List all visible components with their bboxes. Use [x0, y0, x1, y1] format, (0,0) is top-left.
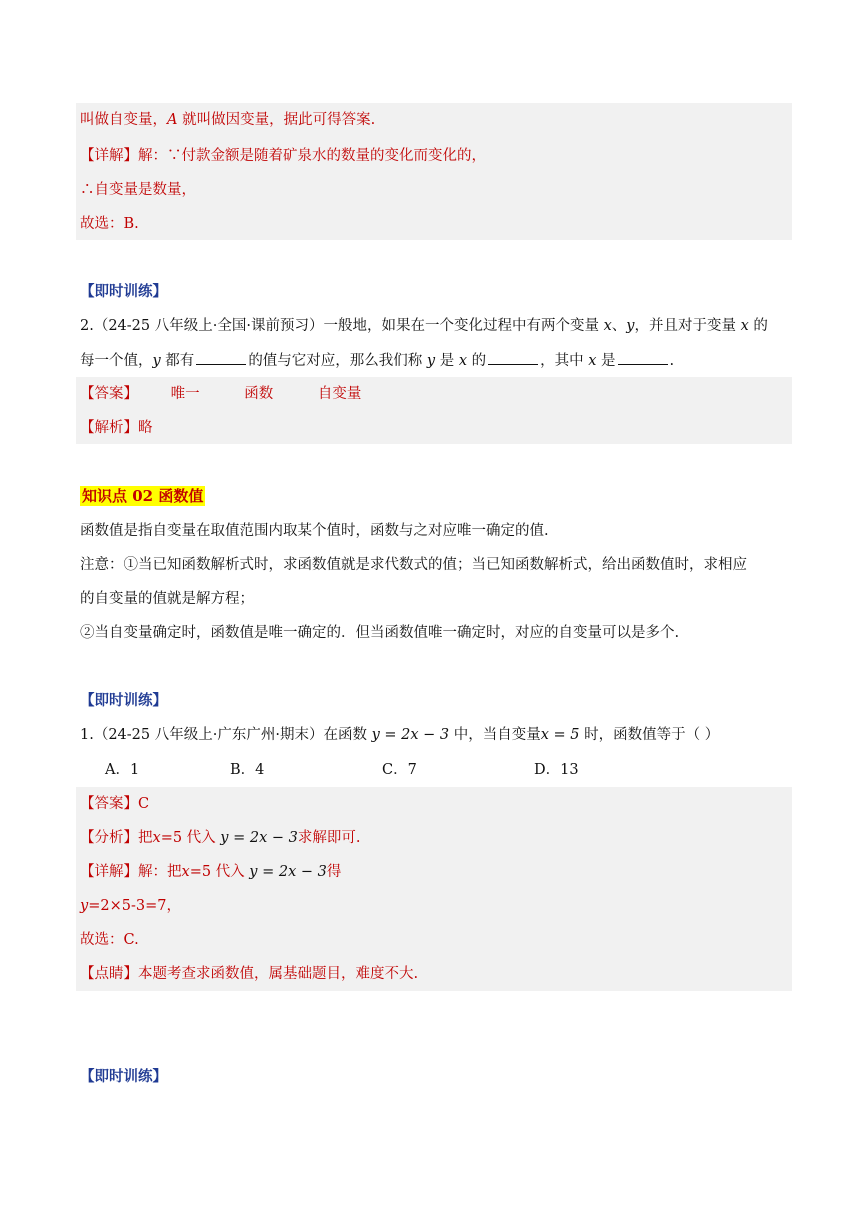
text: 、: [611, 318, 627, 334]
detail-tag: 【详解】: [80, 864, 138, 880]
q1-calc-line: [80, 896, 181, 916]
text: 是: [435, 353, 455, 369]
text: 每一个值，: [80, 353, 153, 369]
text: 叫做自变量，: [80, 112, 167, 128]
var: x: [603, 318, 612, 334]
q1-answer-line: [80, 794, 149, 814]
text: 就叫做因变量，据此可得答案.: [177, 112, 376, 128]
question-1-line: [80, 725, 719, 745]
var: y: [80, 898, 89, 914]
text: 2.（24-25 八年级上·全国·课前预习）一般地，如果在一个变化过程中有两个变量: [80, 318, 599, 334]
text: 的值与它对应，那么我们称: [248, 353, 423, 369]
detail-line: [80, 146, 486, 166]
blank-2[interactable]: [488, 350, 538, 365]
section-header-training-1: 【即时训练】: [80, 283, 167, 300]
var: x: [152, 830, 161, 846]
kp-paragraph-4: ②当自变量确定时，函数值是唯一确定的．但当函数值唯一确定时，对应的自变量可以是多个.: [80, 625, 680, 641]
text: 解：把: [138, 864, 182, 880]
analysis-line: [80, 110, 375, 130]
section-header-training-3: 【即时训练】: [80, 1068, 167, 1085]
q1-analysis-line: [80, 828, 360, 848]
answer-1: 唯一: [170, 386, 200, 402]
text: ，并且对于变量: [634, 318, 736, 334]
var: x: [740, 318, 749, 334]
var: x: [458, 353, 468, 369]
text: 把: [138, 830, 153, 846]
var: x: [181, 864, 190, 880]
text: 本题考查求函数值，属基础题目，难度不大.: [138, 966, 419, 982]
var: y: [626, 318, 635, 334]
text: 中，当自变量: [449, 727, 541, 743]
var: A: [167, 112, 178, 128]
var: x: [588, 353, 597, 369]
analysis-tag: 【分析】: [80, 830, 138, 846]
text: 得: [326, 864, 342, 880]
blank-3[interactable]: [618, 350, 668, 365]
text: 略: [138, 420, 153, 436]
answer-tag: 【答案】: [80, 796, 138, 812]
answer-value: C: [138, 796, 150, 812]
q1-comment-line: [80, 964, 418, 984]
option-d[interactable]: D．13: [534, 762, 579, 778]
detail-tag: 【详解】: [80, 148, 138, 164]
option-c[interactable]: C．7: [382, 762, 417, 778]
var: y: [152, 353, 161, 369]
text: ，其中: [540, 353, 584, 369]
choice-line: 故选：B.: [80, 216, 139, 232]
text: =2×5-3=7，: [88, 898, 181, 914]
answer-tag: 【答案】: [80, 386, 138, 402]
text: .: [669, 353, 675, 369]
text: 求解即可.: [297, 830, 361, 846]
text: 时，函数值等于（ ）: [579, 727, 720, 743]
answer-3: 自变量: [317, 386, 362, 402]
condition: x = 5: [540, 727, 580, 743]
kp-paragraph-1: 函数值是指自变量在取值范围内取某个值时，函数与之对应唯一确定的值.: [80, 523, 549, 539]
comment-tag: 【点睛】: [80, 966, 138, 982]
knowledge-point-title: [80, 486, 205, 507]
text: 的: [748, 318, 768, 334]
question-2-line-1: [80, 316, 768, 336]
answer-box-1: [76, 787, 792, 991]
var: y: [426, 353, 436, 369]
text: 解：∵付款金额是随着矿泉水的数量的变化而变化的，: [138, 148, 486, 164]
option-a[interactable]: A．1: [105, 762, 140, 778]
question-2-line-2: [80, 350, 674, 371]
text: 1.（24-25 八年级上·广东广州·期末）在函数: [80, 727, 367, 743]
answer-2: 函数: [244, 386, 274, 402]
section-header-training-2: 【即时训练】: [80, 692, 167, 709]
q1-detail-line: [80, 862, 341, 882]
equation: y = 2x − 3: [249, 864, 327, 880]
text: =5 代入: [189, 864, 245, 880]
blank-1[interactable]: [196, 350, 246, 365]
q1-choose-line: 故选：C.: [80, 932, 139, 948]
answer-line: [80, 384, 361, 404]
text: 都有: [160, 353, 195, 369]
kp-paragraph-2: 注意：①当已知函数解析式时，求函数值就是求代数式的值；当已知函数解析式，给出函数值时，求相应: [80, 557, 747, 573]
equation: y = 2x − 3: [371, 727, 450, 743]
text: 是: [596, 353, 616, 369]
kp-title-text: 知识点 02 函数值: [82, 487, 204, 505]
explain-line: [80, 418, 153, 438]
option-b[interactable]: B．4: [230, 762, 265, 778]
text: =5 代入: [160, 830, 216, 846]
kp-paragraph-3: 的自变量的值就是解方程；: [80, 591, 254, 607]
equation: y = 2x − 3: [220, 830, 298, 846]
text: 的: [467, 353, 487, 369]
explain-tag: 【解析】: [80, 420, 138, 436]
detail-line-2: ∴自变量是数量，: [80, 182, 196, 198]
